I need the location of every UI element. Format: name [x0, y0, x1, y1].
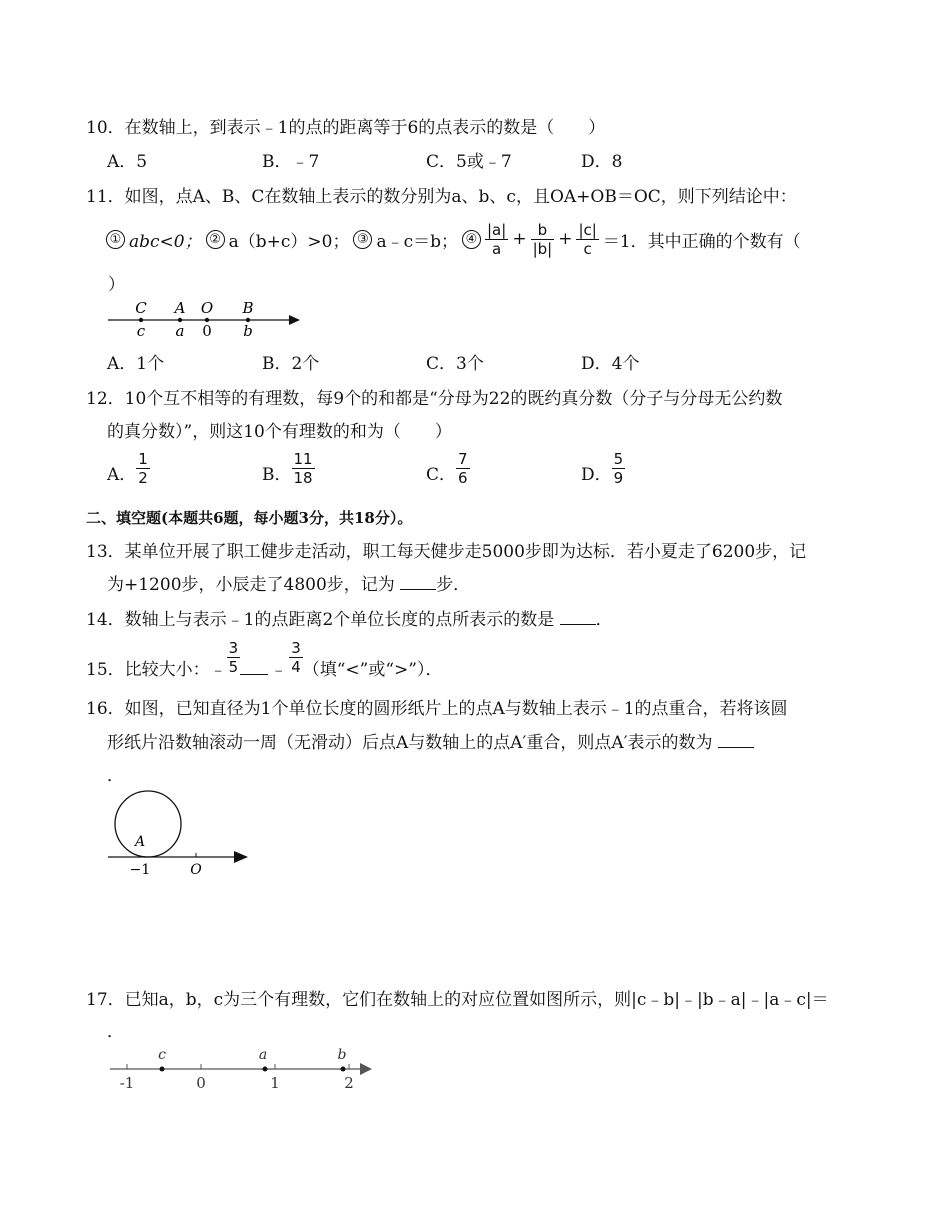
q17-tick-2: 2 [344, 1074, 354, 1092]
q11-c1-num: ① [106, 230, 125, 249]
q11-label-A: A [174, 299, 186, 317]
q12-frac-a: $\frac{1}{2}$ [138, 450, 148, 487]
q10-option-c: C．5或﹣7 [426, 152, 512, 172]
q11-label-O: O [200, 299, 214, 317]
q16-circle [115, 791, 181, 857]
q15-blank [240, 660, 268, 675]
q12-frac-d: $\frac{5}{9}$ [613, 450, 624, 487]
q11-label-B: B [242, 299, 254, 317]
q11-label-C: C [135, 299, 147, 317]
section-2-title: 二、填空题(本题共6题，每小题3分，共18分）。 [86, 509, 413, 527]
q11-tail: ＝1．其中正确的个数有（ [602, 231, 801, 252]
q10-stem: 10．在数轴上，到表示﹣1的点的距离等于6的点表示的数是（ ） [86, 118, 606, 138]
q11-frac2: $\frac{b}{|b|}$ [532, 220, 553, 258]
q13-line1: 13．某单位开展了职工健步走活动，职工每天健步走5000步即为达标．若小夏走了6200步，记 [86, 542, 807, 562]
q12-line1: 12．10个互不相等的有理数，每9个的和都是“分母为22的既约真分数（分子与分母无公约数 [86, 389, 783, 409]
q11-c4-num: ④ [462, 230, 481, 249]
q17-label-c: c [158, 1047, 166, 1063]
q11-c3-num: ③ [353, 230, 372, 249]
q11-option-d: D．4个 [581, 354, 640, 374]
q11-stem: 11．如图，点A、B、C在数轴上表示的数分别为a、b、c，且OA+OB＝OC，则下列结论中： [86, 187, 797, 207]
q16-line1: 16．如图，已知直径为1个单位长度的圆形纸片上的点A与数轴上表示﹣1的点重合，若将该圆 [86, 699, 788, 719]
q11-option-b: B．2个 [262, 354, 320, 374]
q17-label-a: a [258, 1047, 268, 1063]
q15: 15．比较大小：﹣ $\frac{3}{5}$ ﹣ $\frac{3}{4}$ （填“<”或“>”）． [86, 638, 443, 680]
q17-number-line [100, 1042, 380, 1094]
q16-blank [718, 733, 754, 748]
q12-option-d: D． $\frac{5}{9}$ [581, 450, 624, 487]
q10-option-b: B．﹣7 [262, 152, 320, 172]
q16-line3: ． [107, 766, 124, 786]
q11-frac1: $\frac{|a|}{a}$ [487, 220, 507, 258]
q11-c1-text: abc<0； [129, 231, 202, 252]
q11-number-line [100, 296, 310, 340]
q14: 14．数轴上与表示﹣1的点距离2个单位长度的点所表示的数是 ． [86, 610, 613, 630]
q15-frac1: $\frac{3}{5}$ [228, 638, 239, 676]
q12-frac-c: $\frac{7}{6}$ [458, 450, 468, 487]
q12-line2: 的真分数）”，则这10个有理数的和为（ ） [107, 422, 452, 442]
q17-tick-1: 1 [270, 1074, 280, 1092]
q17-line1: 17．已知a，b，c为三个有理数，它们在数轴上的对应位置如图所示，则|c﹣b|﹣|b﹣a|﹣|a﹣c|＝ [86, 990, 829, 1010]
q11-frac3: $\frac{|c|}{c}$ [578, 220, 597, 258]
q17-label-b: b [337, 1047, 347, 1063]
q12-option-a: A． $\frac{1}{2}$ [107, 450, 148, 487]
q16-figure [100, 785, 260, 881]
q10-option-a: A．5 [107, 152, 148, 172]
q11-option-c: C．3个 [426, 354, 484, 374]
q12-frac-b: $\frac{11}{18}$ [293, 450, 313, 487]
q17-tick-neg1: -1 [119, 1074, 135, 1092]
q13-line2: 为+1200步，小辰走了4800步，记为 步． [107, 575, 471, 595]
q17-point-b [341, 1067, 346, 1072]
q16-label-A: A [134, 834, 146, 850]
q14-blank [560, 610, 596, 625]
q16-line2: 形纸片沿数轴滚动一周（无滑动）后点A与数轴上的点A′重合，则点A′表示的数为 [107, 728, 754, 753]
q11-c2-text: a（b+c）>0； [228, 231, 350, 252]
q17-point-a [263, 1067, 268, 1072]
q11-c2-num: ② [206, 230, 225, 249]
q12-option-b: B． $\frac{11}{18}$ [262, 450, 313, 487]
q11-value-b: b [243, 322, 253, 340]
q11-value-0: 0 [202, 322, 212, 340]
q11-c3-text: a﹣c＝b； [376, 231, 458, 252]
q17-tick-0: 0 [196, 1074, 206, 1092]
q11-option-a: A．1个 [107, 354, 165, 374]
q11-value-c: c [136, 322, 146, 340]
q11-plus1: + [512, 229, 527, 249]
q15-frac2: $\frac{3}{4}$ [291, 638, 301, 676]
q16-label-O: O [190, 862, 202, 878]
q17-point-c [160, 1067, 165, 1072]
q11-plus2: + [558, 229, 573, 249]
q16-label-neg1: −1 [129, 862, 151, 878]
q11-conclusions [106, 214, 801, 264]
q11-value-a: a [175, 322, 185, 340]
q17-line2: ． [107, 1022, 124, 1042]
q11-close: ） [108, 275, 125, 295]
q12-option-c: C． $\frac{7}{6}$ [426, 450, 468, 487]
q10-option-d: D．8 [581, 152, 623, 172]
q13-blank [400, 575, 436, 590]
